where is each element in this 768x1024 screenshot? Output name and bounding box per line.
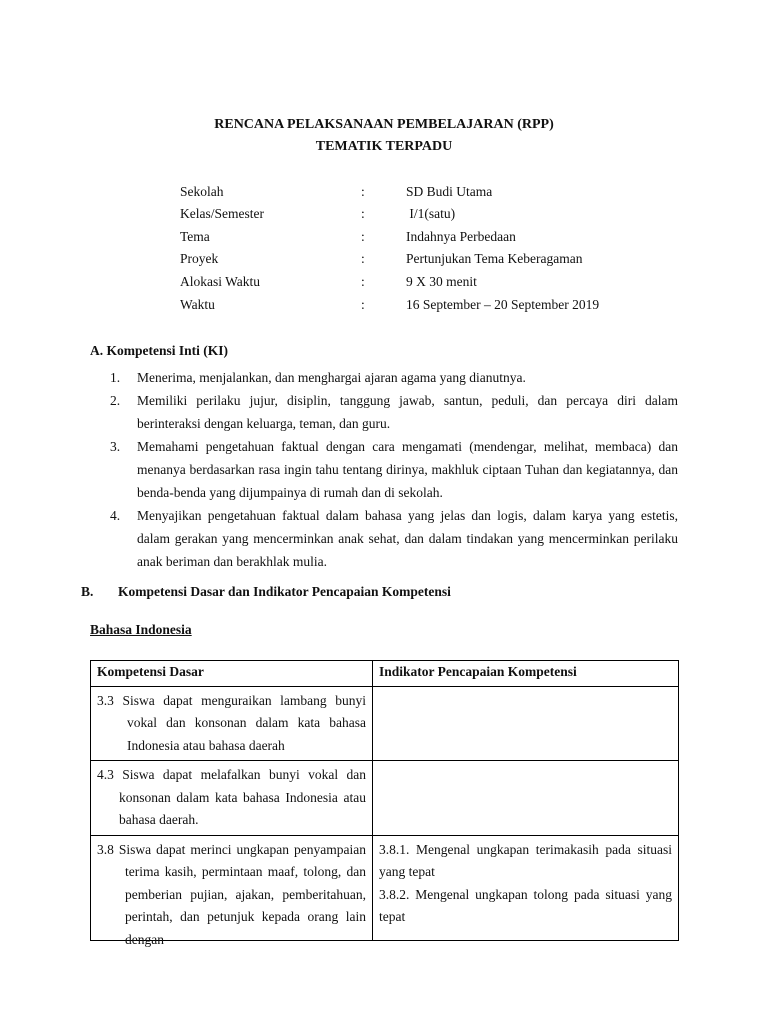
list-item-number: 4. bbox=[110, 508, 121, 523]
document-subtitle: TEMATIK TERPADU bbox=[315, 139, 453, 154]
table-cell-ipk bbox=[373, 686, 679, 761]
info-colon: : bbox=[361, 251, 365, 266]
info-colon: : bbox=[361, 184, 365, 199]
info-label: Waktu bbox=[180, 297, 215, 312]
info-value: Indahnya Perbedaan bbox=[406, 229, 516, 244]
list-item-text: Menerima, menjalankan, dan menghargai ajaran agama yang dianutnya. bbox=[137, 370, 526, 385]
section-a-heading: A. Kompetensi Inti (KI) bbox=[90, 343, 228, 358]
table-cell-kd bbox=[91, 686, 373, 761]
list-item bbox=[110, 435, 678, 504]
info-value: Pertunjukan Tema Keberagaman bbox=[406, 251, 583, 266]
section-b-letter: B. bbox=[81, 584, 94, 599]
ipk-item: 3.8.2. Mengenal ungkapan tolong pada situasi yang tepat bbox=[379, 886, 672, 924]
list-item bbox=[110, 366, 678, 389]
info-value: 16 September – 20 September 2019 bbox=[406, 297, 600, 312]
list-item-number: 1. bbox=[110, 370, 121, 385]
kd-text: 4.3 Siswa dapat melafalkan bunyi vokal dan konsonan dalam kata bahasa Indonesia atau bahasa daerah. bbox=[97, 767, 366, 827]
kd-text: 3.8 Siswa dapat merinci ungkapan penyampaian terima kasih, permintaan maaf, tolong, dan pemberian pujian, ajakan, pemberitahuan, perintah, dan petunjuk kepada orang lain dengan bbox=[97, 841, 366, 947]
info-label: Proyek bbox=[180, 251, 219, 266]
list-item-number: 2. bbox=[110, 393, 121, 408]
section-b-heading: Kompetensi Dasar dan Indikator Pencapaian Kompetensi bbox=[118, 584, 451, 599]
list-item-text: Menyajikan pengetahuan faktual dalam bahasa yang jelas dan logis, dalam karya yang estetis, dalam gerakan yang mencerminkan anak sehat, dan dalam tindakan yang mencerminkan perilaku anak beriman dan berakhlak mulia. bbox=[137, 508, 678, 569]
table-cell-kd bbox=[91, 761, 373, 836]
info-label: Alokasi Waktu bbox=[180, 274, 261, 289]
ipk-item: 3.8.1. Mengenal ungkapan terimakasih pada situasi yang tepat bbox=[379, 841, 672, 879]
info-label: Sekolah bbox=[180, 184, 224, 199]
kompetensi-inti-list bbox=[110, 366, 678, 573]
table-row bbox=[91, 686, 679, 761]
kompetensi-dasar-table bbox=[90, 660, 679, 947]
table-cell-ipk bbox=[373, 761, 679, 836]
table-header-kompetensi-dasar: Kompetensi Dasar bbox=[91, 661, 373, 687]
table-cell-kd bbox=[91, 835, 373, 947]
subject-heading: Bahasa Indonesia bbox=[90, 622, 192, 637]
info-colon: : bbox=[361, 274, 365, 289]
document-title: RENCANA PELAKSANAAN PEMBELAJARAN (RPP) bbox=[214, 117, 554, 132]
kd-cell-clip bbox=[97, 839, 366, 947]
info-value: 9 X 30 menit bbox=[406, 274, 477, 289]
table-row bbox=[91, 835, 679, 940]
table-header-row bbox=[91, 661, 679, 687]
table-cell-ipk bbox=[373, 835, 679, 940]
list-item-text: Memahami pengetahuan faktual dengan cara mengamati (mendengar, melihat, membaca) dan menanya berdasarkan rasa ingin tahu tentang dirinya, makhluk ciptaan Tuhan dan kegiatannya, dan benda-benda yang dijumpainya di rumah dan di sekolah. bbox=[137, 439, 678, 500]
list-item-text: Memiliki perilaku jujur, disiplin, tanggung jawab, santun, peduli, dan percaya diri dalam berinteraksi dengan keluarga, teman, dan guru. bbox=[137, 393, 678, 431]
info-colon: : bbox=[361, 229, 365, 244]
info-label: Tema bbox=[180, 229, 210, 244]
table-header-indikator: Indikator Pencapaian Kompetensi bbox=[373, 661, 679, 687]
info-value: SD Budi Utama bbox=[406, 184, 493, 199]
table-row bbox=[91, 761, 679, 836]
list-item-number: 3. bbox=[110, 439, 121, 454]
list-item bbox=[110, 389, 678, 435]
info-label: Kelas/Semester bbox=[180, 206, 264, 221]
kd-text: 3.3 Siswa dapat menguraikan lambang bunyi vokal dan konsonan dalam kata bahasa Indonesia atau bahasa daerah bbox=[97, 692, 366, 753]
list-item bbox=[110, 504, 678, 573]
info-colon: : bbox=[361, 206, 365, 221]
info-value: I/1(satu) bbox=[406, 206, 456, 221]
info-colon: : bbox=[361, 297, 365, 312]
